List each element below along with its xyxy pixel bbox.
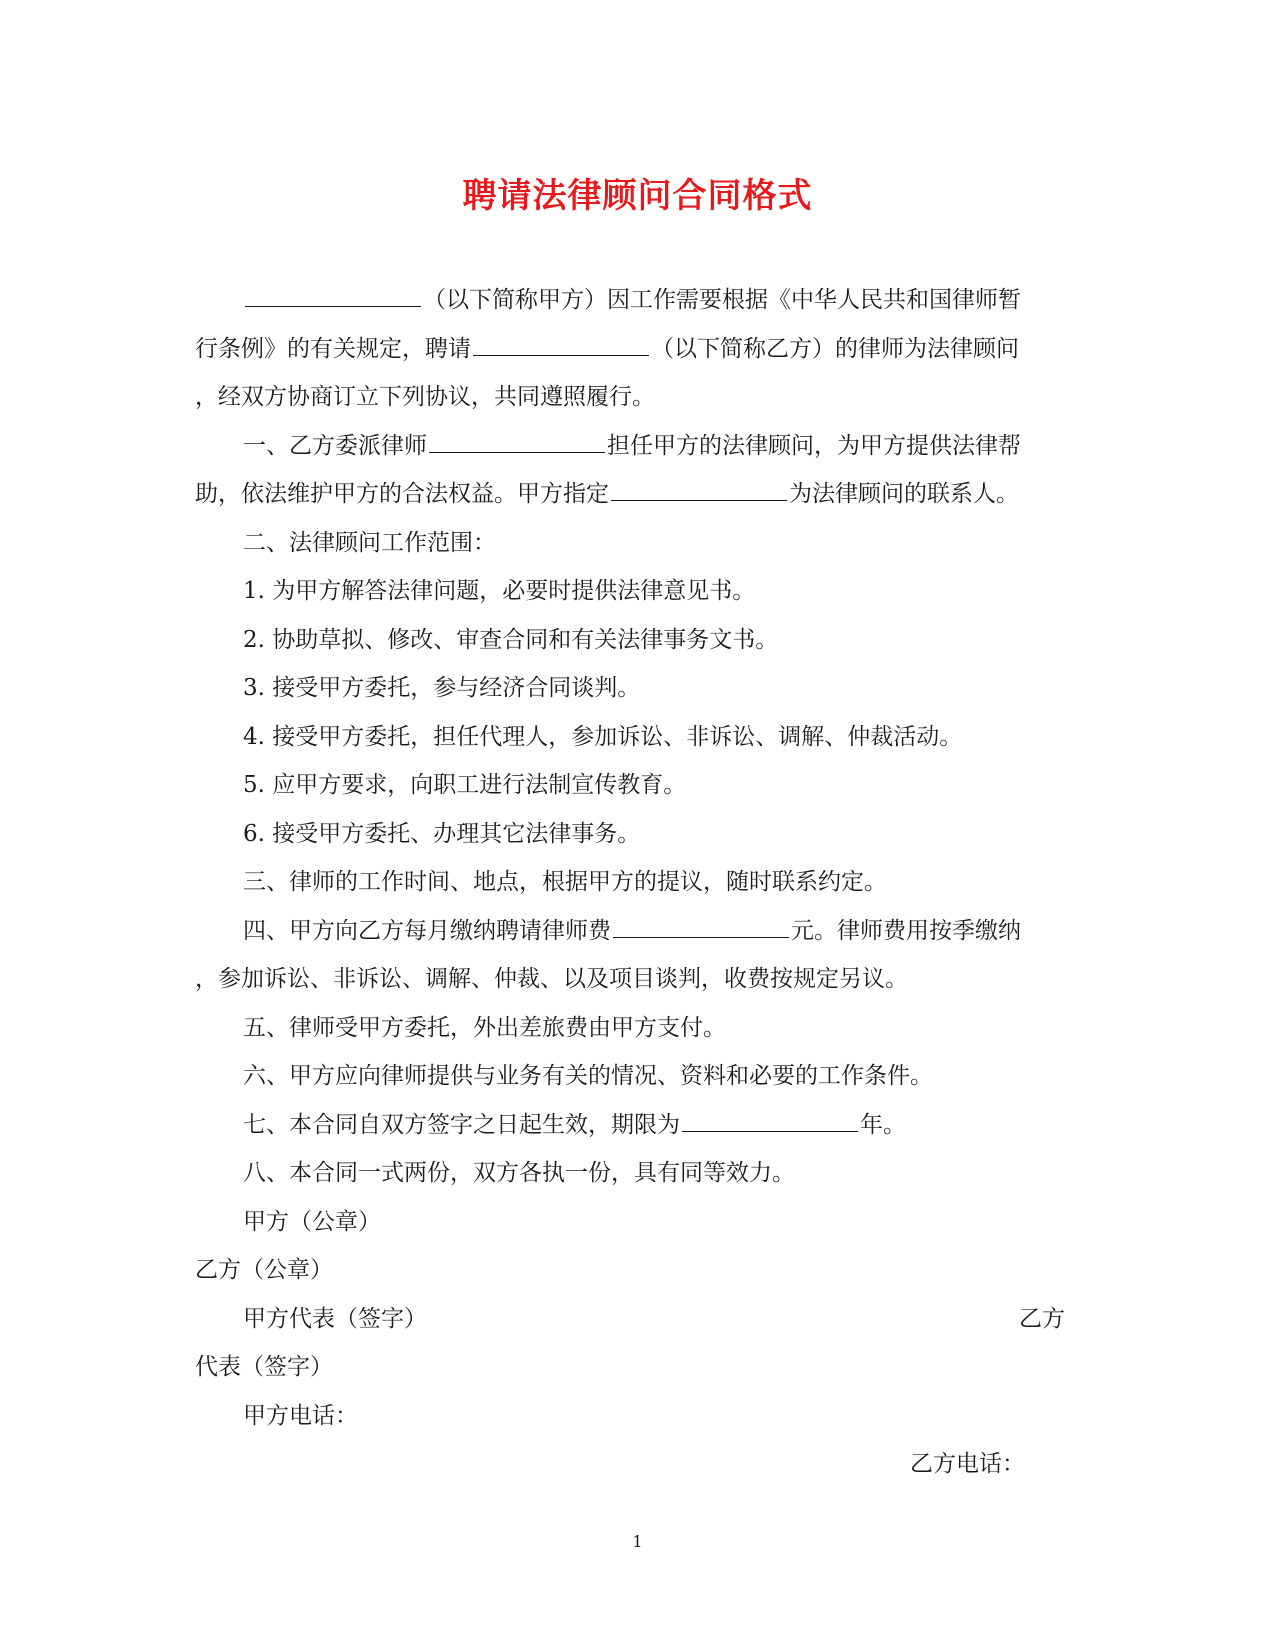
page-number: 1: [632, 1532, 643, 1551]
scope-item-4: 4. 接受甲方委托，担任代理人，参加诉讼、非诉讼、调解、仲裁活动。: [243, 723, 963, 750]
scope-item-3: 3. 接受甲方委托，参与经济合同谈判。: [243, 675, 641, 701]
blank-contact-person: [611, 477, 787, 501]
blank-monthly-fee: [613, 914, 789, 938]
party-a-seal: 甲方（公章）: [243, 1208, 381, 1235]
clause-3: 三、律师的工作时间、地点，根据甲方的提议，随时联系约定。: [243, 869, 887, 895]
blank-party-b: [473, 332, 649, 356]
intro-line-1: （以下简称甲方）因工作需要根据《中华人民共和国律师暂: [195, 276, 1065, 325]
clause-7: 七、本合同自双方签字之日起生效，期限为 年。: [195, 1101, 1065, 1150]
document-title: 聘请法律顾问合同格式: [462, 176, 813, 216]
scope-item-5: 5. 应甲方要求，向职工进行法制宣传教育。: [243, 772, 687, 798]
clause-1-line-2: 助，依法维护甲方的合法权益。甲方指定 为法律顾问的联系人。: [195, 470, 1065, 519]
blank-party-a: [245, 283, 421, 307]
scope-item-6: 6. 接受甲方委托、办理其它法律事务。: [243, 820, 641, 847]
clause-5: 五、律师受甲方委托，外出差旅费由甲方支付。: [243, 1014, 726, 1041]
party-b-representative-end: 代表（签字）: [195, 1354, 333, 1380]
party-a-representative: 甲方代表（签字）: [243, 1305, 427, 1332]
party-b-phone: 乙方电话：: [910, 1451, 1025, 1477]
clause-2-heading: 二、法律顾问工作范围：: [243, 529, 496, 556]
clause-1-line-1: 一、乙方委派律师 担任甲方的法律顾问，为甲方提供法律帮: [195, 422, 1065, 471]
blank-term-years: [682, 1108, 858, 1132]
intro-line-2: 行条例》的有关规定，聘请 （以下简称乙方）的律师为法律顾问: [195, 325, 1065, 374]
document-body: [195, 276, 1065, 1489]
party-b-representative-start: 乙方: [1019, 1305, 1065, 1332]
blank-lawyer-name: [429, 429, 605, 453]
representative-line: [195, 1295, 1065, 1344]
scope-item-2: 2. 协助草拟、修改、审查合同和有关法律事务文书。: [243, 626, 779, 653]
party-b-seal: 乙方（公章）: [195, 1257, 333, 1283]
clause-8: 八、本合同一式两份，双方各执一份，具有同等效力。: [243, 1160, 795, 1186]
party-a-phone: 甲方电话：: [243, 1402, 358, 1429]
intro-line-3: ，经双方协商订立下列协议，共同遵照履行。: [195, 384, 655, 410]
scope-item-1: 1. 为甲方解答法律问题，必要时提供法律意见书。: [243, 578, 756, 604]
clause-4-line-1: 四、甲方向乙方每月缴纳聘请律师费 元。律师费用按季缴纳: [195, 907, 1065, 956]
clause-4-line-2: ，参加诉讼、非诉讼、调解、仲裁、以及项目谈判，收费按规定另议。: [195, 966, 908, 992]
clause-6: 六、甲方应向律师提供与业务有关的情况、资料和必要的工作条件。: [243, 1063, 933, 1089]
